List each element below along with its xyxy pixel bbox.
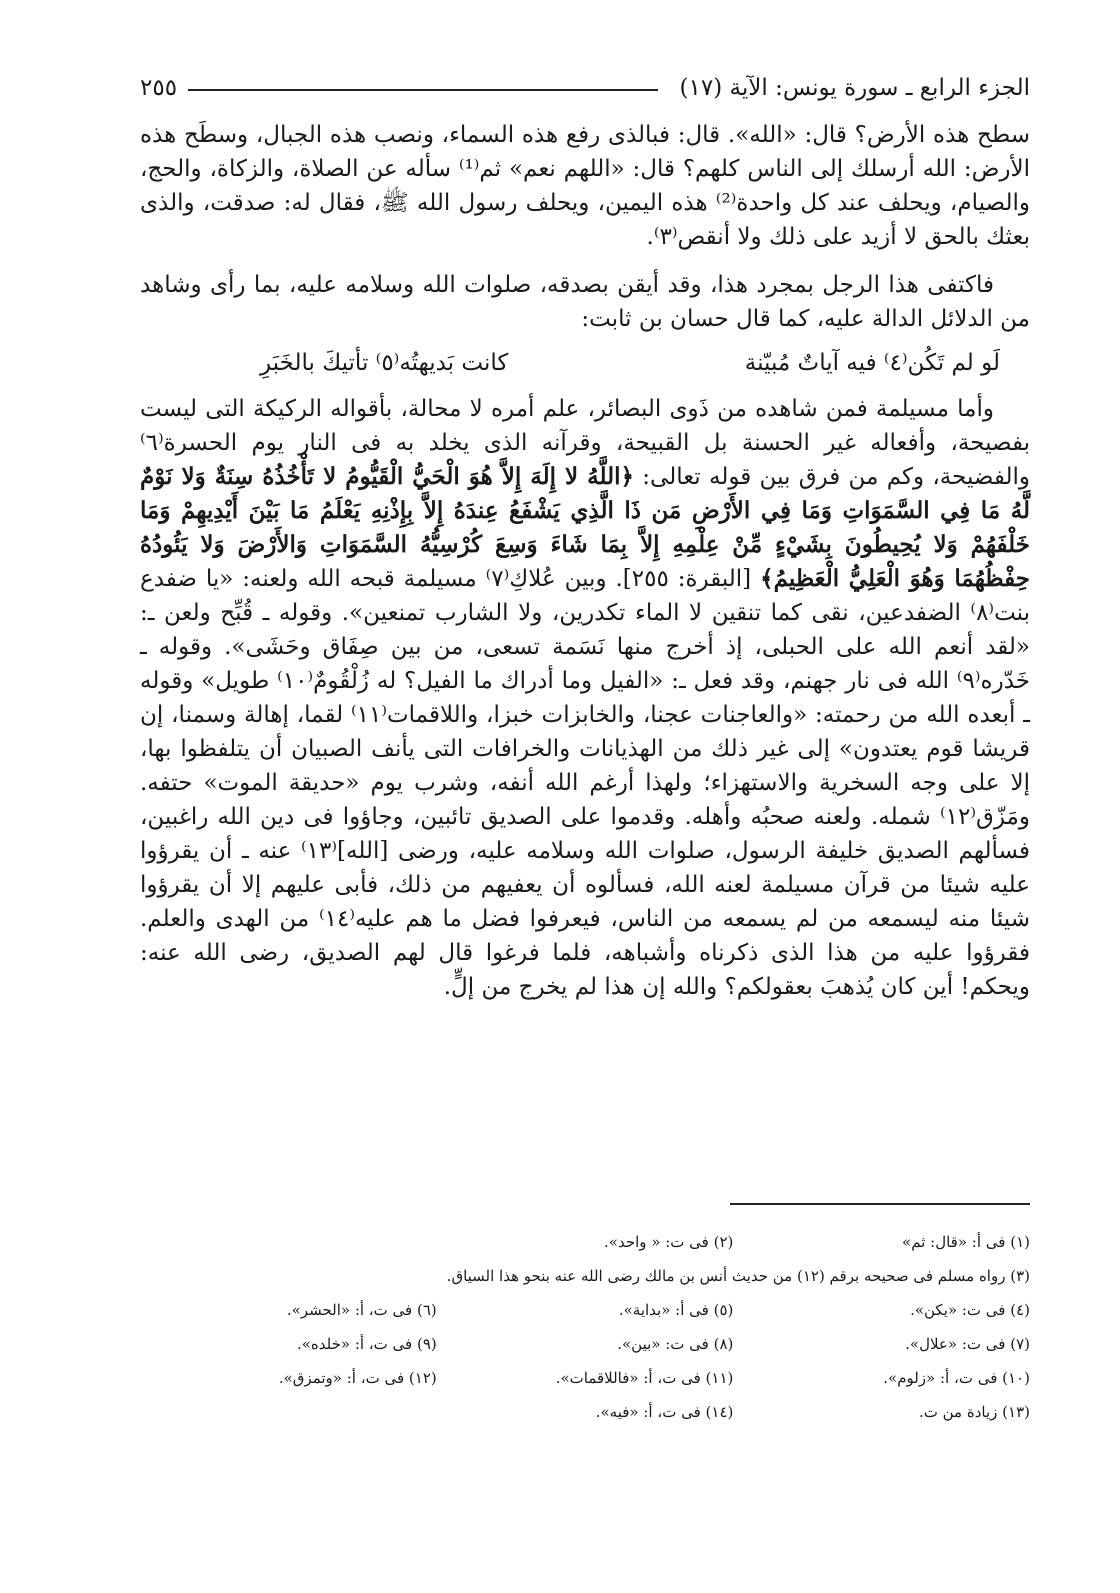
footnote-7: (٧) فى ت: «علال». [905, 1335, 1030, 1353]
paragraph-2: فاكتفى هذا الرجل بمجرد هذا، وقد أيقن بصدقه، صلوات الله وسلامه عليه، بما رأى وشاهد من الدلائل الدالة عليه، كما قال حسان بن ثابت: [140, 272, 1030, 332]
header-rule [188, 89, 658, 91]
footnote-9: (٩) فى ت، أ: «خلده». [296, 1335, 437, 1353]
footnote-5: (٥) فى أ: «بداية». [618, 1301, 734, 1319]
footnote-4: (٤) فى ت: «يكن». [910, 1301, 1030, 1319]
main-text [140, 118, 1030, 1004]
footnote-13: (١٣) زيادة من ت. [918, 1403, 1030, 1421]
footnote-8: (٨) فى ت: «بين». [617, 1335, 734, 1353]
paragraph-3 [140, 392, 1030, 1004]
footnotes [140, 1225, 1030, 1429]
footnote-row [140, 1259, 1030, 1293]
footnote-row [140, 1293, 1030, 1327]
page-number: ٢٥٥ [140, 75, 178, 101]
footnote-12: (١٢) فى ت، أ: «وتمزق». [278, 1369, 437, 1387]
footnote-row [140, 1395, 1030, 1429]
footnote-6: (٦) فى ت، أ: «الحشر». [286, 1301, 437, 1319]
poem-second-hemistich: كانت بَديهتُه⁽٥⁾ تأتيكَ بالخَبَرِ [260, 350, 509, 376]
paragraph-3-intro: وأما مسيلمة فمن شاهده من ذَوى البصائر، علم أمره لا محالة، بأقواله الركيكة التى ليست بفصيحة، وأفعاله غير الحسنة بل القبيحة، وقرآنه الذى يخلد به فى النار يوم الحسرة⁽٦⁾ والفضيحة، وكم من فرق بين قوله تعالى: [140, 396, 1031, 490]
quran-verse: ﴿اللَّهُ لا إِلَهَ إِلاَّ هُوَ الْحَيُّ الْقَيُّومُ لا تَأْخُذُهُ سِنَةٌ وَلا نَوْمٌ لَّهُ مَا فِي السَّمَوَاتِ وَمَا فِي الأَرْضِ مَن ذَا الَّذِي يَشْفَعُ عِندَهُ إِلاَّ بِإِذْنِهِ يَعْلَمُ مَا بَيْنَ أَيْدِيهِمْ وَمَا خَلْفَهُمْ وَلا يُحِيطُونَ بِشَيْءٍ مِّنْ عِلْمِهِ إِلاَّ بِمَا شَاءَ وَسِعَ كُرْسِيُّهُ السَّمَوَاتِ وَالأَرْضَ وَلا يَئُودُهُ حِفْظُهُمَا وَهُوَ الْعَلِيُّ الْعَظِيمُ﴾ [140, 463, 1031, 592]
footnote-14: (١٤) فى ت، أ: «فيه». [595, 1403, 734, 1421]
footnote-11: (١١) فى ت، أ: «فاللاقمات». [555, 1369, 734, 1387]
running-header [140, 68, 1030, 108]
footnote-rule [730, 1203, 1030, 1205]
footnote-3: (٣) رواه مسلم فى صحيحه برقم (١٢) من حديث أنس بن مالك رضى الله عنه بنحو هذا السياق. [446, 1267, 1030, 1285]
footnote-2: (٢) فى ت: « واحد». [604, 1233, 734, 1251]
footnote-row [140, 1361, 1030, 1395]
footnote-row [140, 1327, 1030, 1361]
footnote-row [140, 1225, 1030, 1259]
footnote-10: (١٠) فى ت، أ: «زلوم». [883, 1369, 1030, 1387]
poem-first-hemistich: لَو لم تَكُن⁽٤⁾ فيه آياتٌ مُبيّنة [744, 350, 1000, 376]
header-title: الجزء الرابع ـ سورة يونس: الآية (١٧) [679, 75, 1030, 101]
paragraph-3-rest: [البقرة: ٢٥٥]. وبين عُلاكِ⁽٧⁾ مسيلمة قبحه الله ولعنه: «يا ضفدع بنت⁽٨⁾ الضفدعين، نقى كما تنقين لا الماء تكدرين، ولا الشارب تمنعين». وقوله ـ قُبِّح ولعن ـ: «لقد أنعم الله على الحبلى، إذ أخرج منها نَسَمة تسعى، من بين صِفَاق وحَشَى». وقوله ـ خَدّره⁽٩⁾ الله فى نار جهنم، وقد فعل ـ: «الفيل وما أدراك ما الفيل؟ له زُلْقُومٌ⁽١٠⁾ طويل» وقوله ـ أبعده الله من رحمته: «والعاجنات عجنا، والخابزات خبزا، واللاقمات⁽١١⁾ لقما، إهالة وسمنا، إن قريشا قوم يعتدون» إلى غير ذلك من الهذيانات والخرافات التى يأنف الصبيان أن يتلفظوا بها، إلا على وجه السخرية والاستهزاء؛ ولهذا أرغم الله أنفه، وشرب يوم «حديقة الموت» حتفه. ومَزّق⁽١٢⁾ شمله. ولعنه صحبُه وأهله. وقدموا على الصديق تائبين، وجاؤوا فى دين الله راغبين، فسألهم الصديق خليفة الرسول، صلوات الله وسلامه عليه، ورضى [الله]⁽١٣⁾ عنه ـ أن يقرؤوا عليه شيئا من قرآن مسيلمة لعنه الله، فسألوه أن يعفيهم من ذلك، فأبى عليهم إلا أن يقرؤوا شيئا منه ليسمعه من لم يسمعه من الناس، فيعرفوا فضل ما هم عليه⁽١٤⁾ من الهدى والعلم. فقرؤوا عليه من هذا الذى ذكرناه وأشباهه، فلما فرغوا قال لهم الصديق، رضى الله عنه: ويحكم! أين كان يُذهبَ بعقولكم؟ والله إن هذا لم يخرج من إلٍّ. [140, 566, 1030, 1000]
footnote-1: (١) فى أ: «قال: ثم» [902, 1233, 1030, 1251]
poem-verse [140, 346, 1030, 380]
paragraph-1: سطح هذه الأرض؟ قال: «الله». قال: فبالذى رفع هذه السماء، ونصب هذه الجبال، وسطَح هذه الأرض: الله أرسلك إلى الناس كلهم؟ قال: «اللهم نعم» ثم⁽¹⁾ سأله عن الصلاة، والزكاة، والحج، والصيام، ويحلف عند كل واحدة⁽²⁾ هذه اليمين، ويحلف رسول الله ﷺ، فقال له: صدقت، والذى بعثك بالحق لا أزيد على ذلك ولا أنقص⁽٣⁾. [140, 122, 1030, 250]
